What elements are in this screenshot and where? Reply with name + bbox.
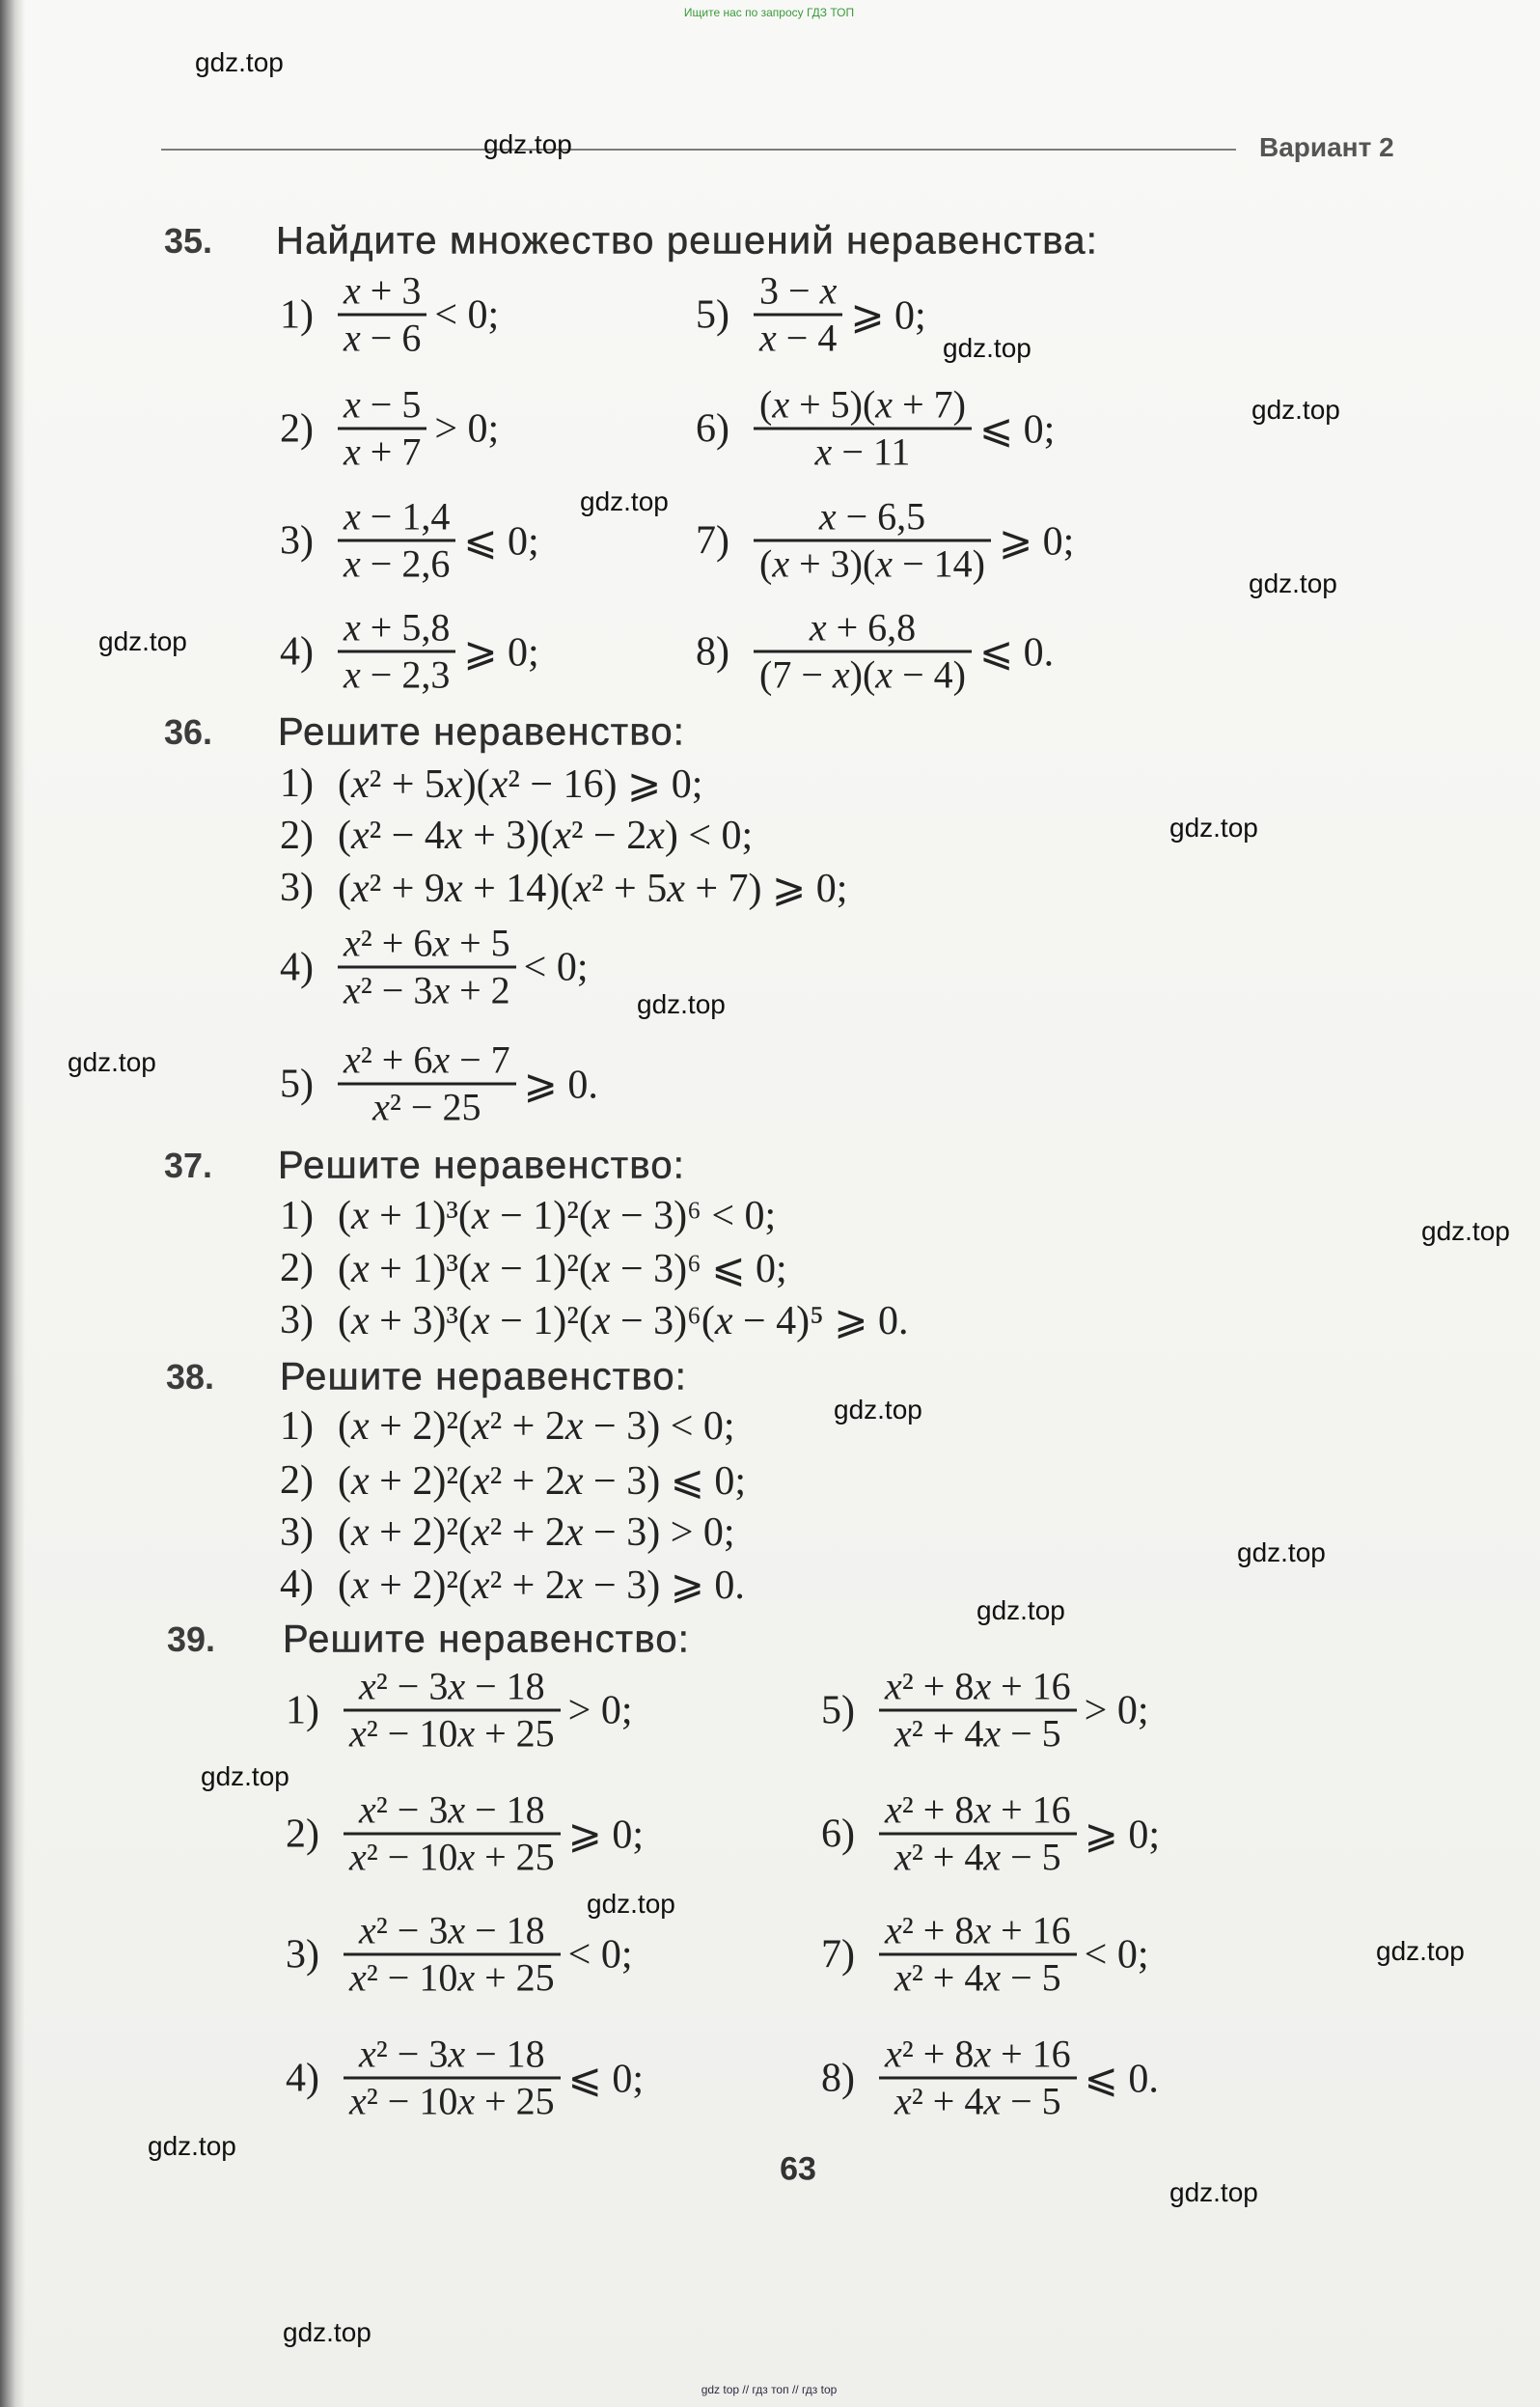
numerator: (x + 5)(x + 7) [754, 385, 972, 430]
denominator: x − 11 [814, 429, 911, 474]
numerator: x² + 6x − 7 [338, 1040, 516, 1086]
relation: < 0; [567, 1932, 633, 1977]
relation: ⩽ 0; [463, 519, 539, 564]
exercise-item [821, 1787, 1161, 1879]
relation: ⩾ 0; [998, 519, 1075, 564]
denominator: x² + 4x − 5 [894, 1955, 1061, 2000]
numerator: x² − 3x − 18 [344, 1790, 561, 1836]
relation: > 0; [1084, 1688, 1149, 1732]
denominator: x² + 4x − 5 [894, 1835, 1061, 1879]
numerator: x² − 3x − 18 [344, 1667, 561, 1712]
relation: ⩽ 0; [978, 407, 1056, 452]
exercise-item [280, 268, 500, 360]
exercise-item [280, 813, 753, 859]
watermark: gdz.top [1169, 813, 1258, 843]
fraction [879, 1664, 1077, 1756]
numerator: x² + 6x + 5 [338, 924, 516, 969]
fraction [344, 1664, 561, 1756]
fraction [344, 2034, 561, 2122]
item-number: 3) [280, 1510, 314, 1555]
item-number: 2) [280, 406, 314, 451]
numerator: x − 5 [338, 385, 426, 430]
relation: ⩾ 0; [567, 1812, 645, 1857]
expression: (x + 3)³(x − 1)²(x − 3)⁶(x − 4)⁵ ⩾ 0. [338, 1299, 909, 1343]
item-number: 8) [696, 629, 729, 674]
watermark: gdz.top [580, 486, 669, 516]
item-number: 6) [821, 1812, 855, 1856]
problem-number: 38. [166, 1357, 215, 1397]
expression: (x + 2)²(x² + 2x − 3) ⩾ 0. [338, 1563, 745, 1608]
item-number: 7) [696, 518, 729, 563]
watermark: gdz.top [976, 1595, 1065, 1625]
relation: < 0; [434, 292, 500, 337]
numerator: x − 6,5 [754, 497, 991, 542]
fraction [344, 1787, 561, 1879]
relation: ⩽ 0. [1084, 2057, 1159, 2101]
numerator: x + 6,8 [754, 608, 972, 653]
denominator: x² − 3x + 2 [344, 968, 510, 1012]
numerator: x² + 8x + 16 [879, 1667, 1077, 1712]
item-number: 4) [280, 945, 314, 989]
exercise-item [821, 2034, 1159, 2122]
top-banner: Ищите нас по запросу ГДЗ ТОП [683, 6, 855, 19]
item-number: 2) [280, 1246, 314, 1290]
fraction [879, 1787, 1077, 1879]
item-number: 4) [280, 629, 314, 674]
exercise-item [280, 1193, 776, 1239]
watermark: gdz.top [68, 1047, 156, 1077]
relation: ⩾ 0; [850, 293, 926, 338]
item-number: 1) [286, 1688, 319, 1732]
watermark: gdz.top [148, 2131, 236, 2161]
item-number: 5) [696, 292, 729, 337]
fraction [338, 1040, 516, 1128]
expression: (x + 1)³(x − 1)²(x − 3)⁶ < 0; [338, 1194, 777, 1238]
exercise-item [280, 921, 589, 1012]
item-number: 2) [280, 814, 314, 858]
fraction [338, 382, 426, 474]
relation: ⩾ 0. [523, 1063, 598, 1107]
numerator: x² + 8x + 16 [879, 1790, 1077, 1836]
variant-label: Вариант 2 [1259, 132, 1394, 162]
item-number: 3) [280, 866, 314, 910]
fraction [338, 268, 426, 360]
fraction [344, 1908, 561, 2000]
denominator: x + 7 [344, 429, 422, 474]
problem-title: Решите неравенство: [283, 1618, 691, 1661]
numerator: x² + 8x + 16 [879, 1911, 1077, 1956]
exercise-item [280, 864, 847, 912]
watermark: gdz.top [1237, 1537, 1326, 1567]
exercise-item [280, 1403, 735, 1450]
numerator: x + 5,8 [338, 608, 455, 653]
fraction [754, 382, 972, 474]
item-number: 5) [280, 1062, 314, 1106]
item-number: 2) [280, 1458, 314, 1503]
item-number: 4) [286, 2056, 319, 2100]
numerator: 3 − x [754, 271, 842, 317]
watermark: gdz.top [834, 1395, 922, 1425]
watermark: gdz.top [1376, 1936, 1465, 1966]
watermark: gdz.top [1169, 2177, 1258, 2207]
denominator: x² − 10x + 25 [349, 1955, 555, 2000]
fraction [879, 1908, 1077, 2000]
exercise-item [280, 1509, 735, 1556]
expression: (x + 2)²(x² + 2x − 3) > 0; [338, 1510, 735, 1555]
item-number: 2) [286, 1812, 319, 1856]
relation: ⩾ 0; [463, 630, 539, 675]
denominator: x − 2,6 [344, 541, 451, 586]
item-number: 3) [286, 1932, 319, 1977]
denominator: x − 4 [759, 316, 838, 360]
item-number: 1) [280, 292, 314, 337]
exercise-item [821, 1908, 1149, 2000]
exercise-item [696, 605, 1055, 697]
denominator: x² − 10x + 25 [349, 1835, 555, 1879]
problem-title: Решите неравенство: [278, 710, 686, 754]
expression: (x + 1)³(x − 1)²(x − 3)⁶ ⩽ 0; [338, 1247, 787, 1291]
exercise-item [286, 1664, 633, 1756]
watermark: gdz.top [943, 333, 1031, 363]
relation: > 0; [567, 1688, 633, 1732]
exercise-item [280, 494, 539, 586]
exercise-item [286, 1787, 645, 1879]
numerator: x² − 3x − 18 [344, 2034, 561, 2080]
expression: (x + 2)²(x² + 2x − 3) ⩽ 0; [338, 1459, 747, 1504]
exercise-item [821, 1664, 1149, 1756]
exercise-item [280, 760, 702, 808]
numerator: x² − 3x − 18 [344, 1911, 561, 1956]
exercise-item [280, 605, 539, 697]
problem-number: 39. [167, 1619, 216, 1659]
exercise-item [696, 494, 1075, 586]
denominator: x² − 10x + 25 [349, 2079, 555, 2123]
problem-number: 37. [164, 1146, 213, 1185]
expression: (x² + 9x + 14)(x² + 5x + 7) ⩾ 0; [338, 867, 848, 911]
item-number: 6) [696, 406, 729, 451]
exercise-item [280, 1456, 746, 1505]
watermark: gdz.top [1251, 395, 1340, 425]
fraction [879, 2034, 1077, 2122]
exercise-item [280, 1296, 908, 1344]
item-number: 7) [821, 1932, 855, 1977]
expression: (x + 2)²(x² + 2x − 3) < 0; [338, 1404, 735, 1449]
page-number: 63 [780, 2150, 816, 2188]
header-rule [161, 149, 1236, 151]
watermark: gdz.top [483, 129, 572, 159]
item-number: 1) [280, 1404, 314, 1449]
page-binding-shadow [0, 0, 25, 2407]
item-number: 4) [280, 1563, 314, 1607]
item-number: 3) [280, 518, 314, 563]
fraction [338, 605, 455, 697]
problem-title: Решите неравенство: [278, 1144, 686, 1187]
watermark: gdz.top [195, 47, 284, 77]
denominator: x² + 4x − 5 [894, 1711, 1061, 1756]
watermark: gdz.top [1421, 1216, 1510, 1246]
relation: ⩾ 0; [1084, 1812, 1161, 1857]
exercise-item [696, 268, 926, 360]
exercise-item [286, 2034, 644, 2122]
expression: (x² + 5x)(x² − 16) ⩾ 0; [338, 762, 703, 807]
exercise-item [280, 1561, 745, 1609]
footer-text: gdz top // гдз топ // гдз top [701, 2383, 838, 2396]
denominator: (7 − x)(x − 4) [759, 652, 966, 697]
exercise-item [286, 1908, 633, 2000]
denominator: x − 2,3 [344, 652, 451, 697]
problem-title: Решите неравенство: [280, 1355, 688, 1398]
item-number: 1) [280, 1194, 314, 1238]
fraction [338, 494, 455, 586]
relation: ⩽ 0. [978, 630, 1055, 675]
watermark: gdz.top [587, 1889, 675, 1919]
exercise-item [696, 382, 1056, 474]
watermark: gdz.top [283, 2317, 371, 2347]
numerator: x + 3 [338, 271, 426, 317]
watermark: gdz.top [1249, 568, 1337, 598]
exercise-item [280, 1040, 598, 1128]
relation: < 0; [1084, 1932, 1149, 1977]
numerator: x − 1,4 [338, 497, 455, 542]
denominator: (x + 3)(x − 14) [759, 541, 985, 586]
fraction [754, 494, 991, 586]
item-number: 5) [821, 1688, 855, 1732]
watermark: gdz.top [201, 1761, 289, 1791]
fraction [754, 268, 842, 360]
item-number: 3) [280, 1298, 314, 1342]
denominator: x² − 25 [372, 1085, 481, 1129]
relation: ⩽ 0; [567, 2057, 645, 2101]
watermark: gdz.top [637, 989, 726, 1019]
fraction [338, 921, 516, 1012]
relation: < 0; [523, 945, 589, 989]
watermark: gdz.top [98, 626, 187, 656]
denominator: x² − 10x + 25 [349, 1711, 555, 1756]
item-number: 1) [280, 761, 314, 806]
problem-number: 35. [164, 221, 213, 261]
exercise-item [280, 1244, 787, 1292]
relation: > 0; [434, 406, 500, 451]
item-number: 8) [821, 2056, 855, 2100]
expression: (x² − 4x + 3)(x² − 2x) < 0; [338, 814, 754, 858]
problem-number: 36. [164, 712, 213, 752]
numerator: x² + 8x + 16 [879, 2034, 1077, 2080]
fraction [754, 605, 972, 697]
denominator: x² + 4x − 5 [894, 2079, 1061, 2123]
denominator: x − 6 [344, 316, 422, 360]
problem-title: Найдите множество решений неравенства: [276, 219, 1099, 263]
exercise-item [280, 382, 500, 474]
